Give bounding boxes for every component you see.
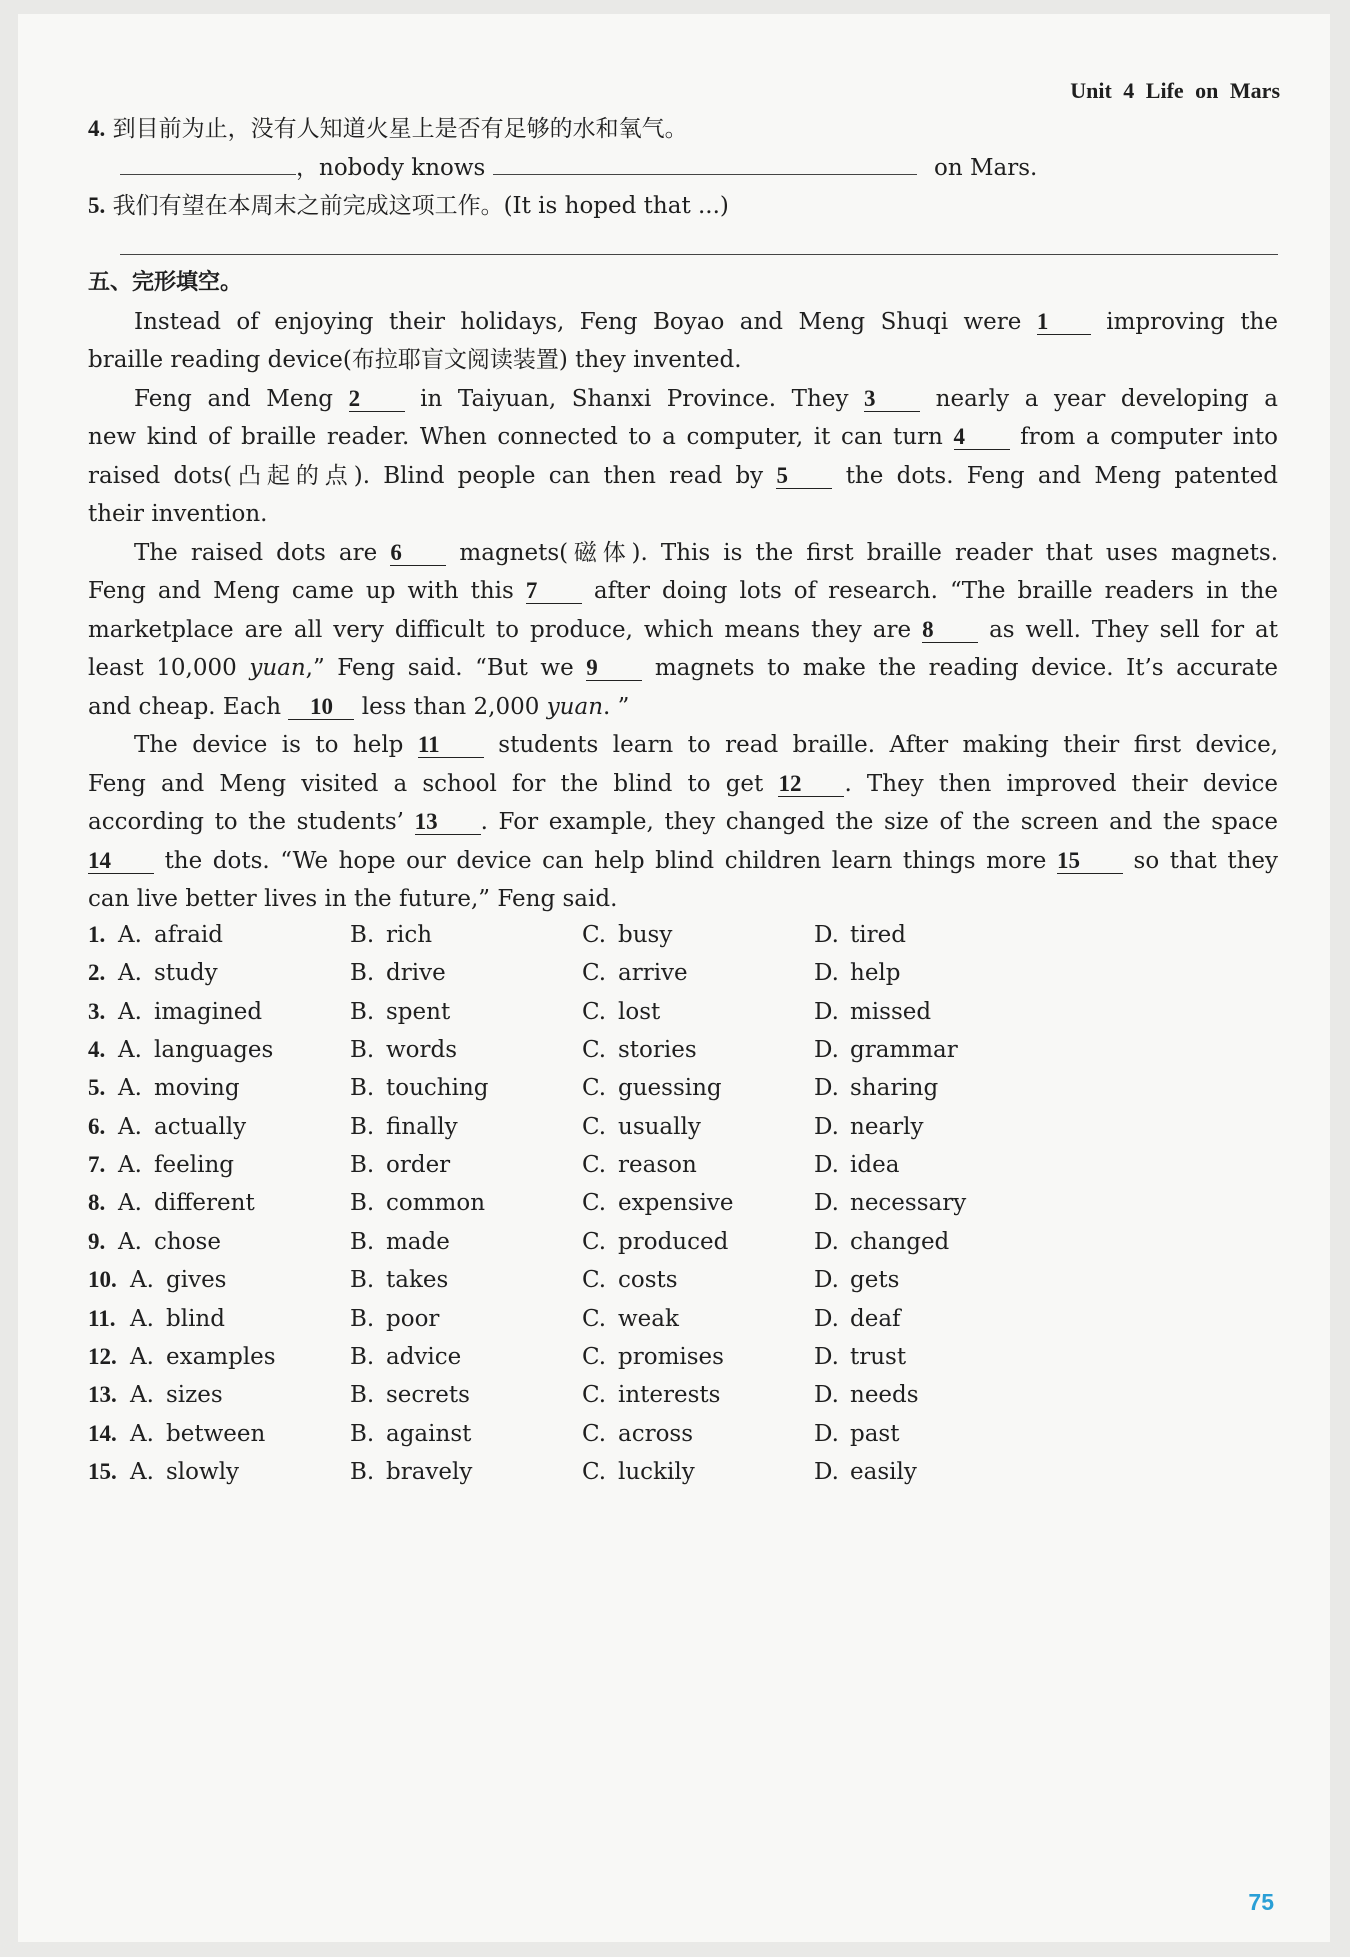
choice-text: feeling (154, 1152, 234, 1179)
choice-a[interactable] (130, 1344, 276, 1370)
choice-d[interactable] (814, 1152, 899, 1178)
choice-d[interactable] (814, 1114, 923, 1140)
choice-text: stories (618, 1037, 697, 1064)
choice-c[interactable] (582, 1267, 678, 1293)
question-number: 14. (88, 1420, 117, 1446)
choice-b[interactable] (350, 1190, 485, 1216)
choice-letter: C. (582, 1228, 607, 1255)
choice-a[interactable] (118, 1114, 246, 1140)
question-number: 7. (88, 1152, 106, 1178)
choice-text: different (154, 1190, 255, 1217)
choice-text: against (386, 1420, 472, 1447)
option-row (88, 1190, 1278, 1220)
choice-text: slowly (166, 1458, 240, 1485)
unit-title: Life on Mars (1145, 78, 1280, 103)
choice-c[interactable] (582, 1344, 724, 1370)
choice-letter: A. (118, 960, 142, 987)
choice-b[interactable] (350, 1075, 489, 1101)
choice-text: arrive (618, 960, 688, 987)
choice-letter: A. (118, 1152, 142, 1179)
choice-text: bravely (386, 1458, 473, 1485)
question-number: 2. (88, 960, 106, 986)
choice-a[interactable] (118, 1037, 273, 1063)
choice-letter: B. (350, 1382, 375, 1409)
choice-b[interactable] (350, 1037, 457, 1063)
choice-letter: C. (582, 1113, 607, 1140)
choice-text: made (386, 1228, 450, 1255)
translation-q4-prompt: 4. 到目前为止，没有人知道火星上是否有足够的水和氧气。 (88, 116, 688, 142)
choice-d[interactable] (814, 1075, 938, 1101)
choice-d[interactable] (814, 1459, 917, 1485)
choice-b[interactable] (350, 1382, 470, 1408)
choice-letter: C. (582, 1458, 607, 1485)
choice-a[interactable] (118, 1229, 221, 1255)
blank-11[interactable]: 11 (418, 733, 484, 758)
choice-text: spent (386, 998, 451, 1025)
choice-b[interactable] (350, 1114, 458, 1140)
choice-c[interactable] (582, 1459, 695, 1485)
blank-2[interactable]: 2 (349, 387, 405, 412)
passage-line: can live better lives in the future,” Feng said. (88, 886, 618, 912)
choice-text: produced (618, 1228, 729, 1255)
choice-d[interactable] (814, 1229, 949, 1255)
passage-line: raised dots(凸起的点). Blind people can then read by 5 the dots. Feng and Meng patented (88, 463, 1279, 489)
choice-c[interactable] (582, 922, 672, 948)
choice-letter: D. (814, 1420, 839, 1447)
choice-b[interactable] (350, 922, 432, 948)
choice-a[interactable] (118, 960, 218, 986)
choice-letter: A. (118, 1037, 142, 1064)
choice-b[interactable] (350, 1344, 461, 1370)
choice-letter: D. (814, 998, 839, 1025)
choice-text: touching (386, 1075, 489, 1102)
choice-letter: A. (130, 1343, 154, 1370)
choice-letter: D. (814, 1305, 839, 1332)
option-row (88, 960, 1278, 990)
choice-letter: B. (350, 1420, 375, 1447)
question-number: 11. (88, 1305, 116, 1331)
blank-12[interactable]: 12 (778, 772, 844, 797)
choice-letter: D. (814, 1382, 839, 1409)
option-row (88, 1459, 1278, 1489)
answer-line[interactable] (120, 254, 1278, 255)
option-row (88, 1114, 1278, 1144)
choice-text: lost (618, 998, 661, 1025)
choice-letter: C. (582, 1152, 607, 1179)
choice-d[interactable] (814, 1421, 899, 1447)
question-number: 8. (88, 1190, 106, 1216)
choice-letter: A. (118, 1190, 142, 1217)
question-number: 4. (88, 1037, 106, 1063)
blank-3[interactable]: 3 (864, 387, 920, 412)
choice-a[interactable] (130, 1267, 227, 1293)
choice-text: tired (850, 922, 906, 948)
choice-text: study (154, 960, 218, 987)
choice-text: idea (850, 1152, 900, 1179)
blank-5[interactable]: 5 (776, 464, 832, 489)
blank-4[interactable]: 4 (954, 425, 1010, 450)
choice-a[interactable] (130, 1382, 223, 1408)
choice-text: interests (618, 1382, 721, 1409)
choice-d[interactable] (814, 960, 901, 986)
choice-letter: C. (582, 922, 607, 948)
blank-6[interactable]: 6 (390, 541, 446, 566)
choice-text: gives (166, 1267, 227, 1294)
passage-line: and cheap. Each 10 less than 2,000 yuan. ” (88, 694, 630, 720)
choice-letter: C. (582, 1420, 607, 1447)
choice-text: across (618, 1420, 694, 1447)
option-row (88, 1267, 1278, 1297)
choice-text: common (386, 1190, 486, 1217)
choice-letter: A. (118, 1113, 142, 1140)
choice-text: rich (386, 922, 433, 948)
blank-13[interactable]: 13 (415, 810, 481, 835)
choice-a[interactable] (118, 999, 262, 1025)
choice-text: poor (386, 1305, 440, 1332)
choice-text: between (166, 1420, 266, 1447)
choice-letter: B. (350, 1228, 375, 1255)
choice-letter: B. (350, 1305, 375, 1332)
passage-line: their invention. (88, 501, 268, 527)
choice-letter: C. (582, 998, 607, 1025)
choice-letter: A. (130, 1458, 154, 1485)
option-row (88, 1152, 1278, 1182)
translation-q4-answer: ，nobody knows on Mars. (120, 152, 1278, 183)
choice-c[interactable] (582, 999, 660, 1025)
choice-text: past (850, 1420, 900, 1447)
choice-d[interactable] (814, 1382, 919, 1408)
option-row (88, 1075, 1278, 1105)
choice-letter: D. (814, 922, 839, 948)
choice-text: actually (154, 1113, 247, 1140)
choice-c[interactable] (582, 1229, 728, 1255)
choice-text: necessary (850, 1190, 967, 1217)
choice-text: takes (386, 1267, 449, 1294)
choice-letter: B. (350, 1152, 375, 1179)
choice-text: finally (386, 1113, 458, 1140)
blank-10[interactable]: 10 (288, 695, 354, 720)
question-number: 9. (88, 1228, 106, 1254)
choice-text: needs (850, 1382, 919, 1409)
choice-text: reason (618, 1152, 697, 1179)
choice-letter: B. (350, 1113, 375, 1140)
choice-c[interactable] (582, 1382, 720, 1408)
choice-letter: A. (130, 1420, 154, 1447)
choice-letter: C. (582, 1190, 607, 1217)
choice-letter: D. (814, 1458, 839, 1485)
choice-letter: C. (582, 1382, 607, 1409)
choice-text: drive (386, 960, 446, 987)
section-title: 五、完形填空。 (88, 270, 243, 295)
passage-line: The raised dots are 6 magnets(磁体). This is the first braille reader that uses magnets. (134, 540, 1279, 566)
choice-letter: D. (814, 1343, 839, 1370)
choice-c[interactable] (582, 1306, 679, 1332)
choice-letter: D. (814, 960, 839, 987)
choice-letter: A. (118, 1228, 142, 1255)
choice-text: words (386, 1037, 458, 1064)
choice-letter: A. (130, 1305, 154, 1332)
choice-c[interactable] (582, 960, 688, 986)
choice-c[interactable] (582, 1421, 693, 1447)
choice-text: expensive (618, 1190, 734, 1217)
choice-letter: A. (130, 1267, 154, 1294)
choice-text: sharing (850, 1075, 939, 1102)
choice-d[interactable] (814, 922, 906, 948)
choice-letter: D. (814, 1037, 839, 1064)
question-number: 10. (88, 1267, 117, 1293)
choice-d[interactable] (814, 999, 931, 1025)
choice-letter: D. (814, 1190, 839, 1217)
choice-c[interactable] (582, 1037, 697, 1063)
choice-text: missed (850, 998, 932, 1025)
choice-letter: A. (118, 1075, 142, 1102)
passage-line: least 10,000 yuan,” Feng said. “But we 9 magnets to make the reading device. It’s accurate (88, 655, 1279, 681)
choice-letter: B. (350, 1458, 375, 1485)
choice-text: easily (850, 1458, 917, 1485)
choice-letter: B. (350, 960, 375, 987)
question-number: 12. (88, 1343, 117, 1369)
choice-text: grammar (850, 1037, 958, 1064)
option-row (88, 1229, 1278, 1259)
choice-letter: D. (814, 1228, 839, 1255)
choice-letter: C. (582, 960, 607, 987)
choice-b[interactable] (350, 1459, 472, 1485)
choice-c[interactable] (582, 1075, 722, 1101)
choice-b[interactable] (350, 960, 446, 986)
choice-text: busy (618, 922, 673, 948)
choice-b[interactable] (350, 1267, 448, 1293)
choice-b[interactable] (350, 1421, 471, 1447)
choice-text: trust (850, 1343, 907, 1370)
choice-b[interactable] (350, 1152, 450, 1178)
choice-letter: B. (350, 1267, 375, 1294)
choice-c[interactable] (582, 1114, 701, 1140)
answer-blank[interactable] (493, 152, 917, 175)
choice-text: gets (850, 1267, 900, 1294)
choice-text: advice (386, 1343, 462, 1370)
choice-letter: B. (350, 1075, 375, 1102)
blank-7[interactable]: 7 (526, 579, 582, 604)
choice-letter: C. (582, 1267, 607, 1294)
blank-9[interactable]: 9 (586, 656, 642, 681)
question-number: 6. (88, 1113, 106, 1139)
choice-letter: D. (814, 1267, 839, 1294)
choice-b[interactable] (350, 1229, 450, 1255)
choice-letter: D. (814, 1152, 839, 1179)
choice-d[interactable] (814, 1190, 966, 1216)
choice-text: luckily (618, 1458, 695, 1485)
passage-line: Feng and Meng visited a school for the blind to get 12 . They then improved their device (88, 771, 1279, 797)
choice-text: languages (154, 1037, 274, 1064)
choice-c[interactable] (582, 1190, 734, 1216)
choice-text: secrets (386, 1382, 470, 1409)
choice-text: blind (166, 1305, 225, 1332)
choice-text: imagined (154, 998, 263, 1025)
choice-letter: A. (118, 922, 142, 948)
passage-line: 14 the dots. “We hope our device can help blind children learn things more 15 so that they (88, 848, 1278, 874)
unit-header (1070, 78, 1280, 104)
workbook-page (18, 14, 1330, 1942)
unit-label: Unit 4 (1070, 78, 1135, 103)
option-row (88, 1421, 1278, 1451)
question-number: 3. (88, 998, 106, 1024)
choice-letter: B. (350, 1190, 375, 1217)
choice-letter: C. (582, 1343, 607, 1370)
choice-text: afraid (154, 922, 224, 948)
blank-8[interactable]: 8 (922, 618, 978, 643)
passage-line: Feng and Meng came up with this 7 after doing lots of research. “The braille readers in the (88, 578, 1278, 604)
choice-d[interactable] (814, 1344, 906, 1370)
question-number: 5. (88, 1075, 106, 1101)
choice-letter: D. (814, 1113, 839, 1140)
choice-a[interactable] (118, 1190, 255, 1216)
option-row (88, 1037, 1278, 1067)
choice-text: examples (166, 1343, 276, 1370)
passage-line: Instead of enjoying their holidays, Feng Boyao and Meng Shuqi were 1 improving the (134, 309, 1278, 335)
choice-text: chose (154, 1228, 221, 1255)
choice-text: moving (154, 1075, 240, 1102)
question-number: 1. (88, 922, 106, 947)
choice-letter: C. (582, 1075, 607, 1102)
blank-1[interactable]: 1 (1037, 310, 1091, 335)
choice-text: order (386, 1152, 451, 1179)
choice-d[interactable] (814, 1306, 901, 1332)
passage-line: according to the students’ 13 . For example, they changed the size of the screen and the space (88, 809, 1278, 835)
choice-letter: B. (350, 1037, 375, 1064)
choice-text: promises (618, 1343, 724, 1370)
passage-line: The device is to help 11 students learn to read braille. After making their first device, (134, 732, 1279, 758)
choice-b[interactable] (350, 1306, 439, 1332)
option-row (88, 922, 1278, 952)
choice-letter: A. (130, 1382, 154, 1409)
choice-d[interactable] (814, 1267, 899, 1293)
choice-text: usually (618, 1113, 701, 1140)
passage-line: new kind of braille reader. When connected to a computer, it can turn 4 from a computer into (88, 424, 1279, 450)
question-number: 13. (88, 1382, 117, 1408)
choice-text: guessing (618, 1075, 722, 1102)
option-row (88, 1306, 1278, 1336)
choice-letter: C. (582, 1305, 607, 1332)
choice-letter: A. (118, 998, 142, 1025)
choice-text: sizes (166, 1382, 223, 1409)
choice-letter: C. (582, 1037, 607, 1064)
choice-text: weak (618, 1305, 679, 1332)
translation-q5-prompt: 5. 我们有望在本周末之前完成这项工作。(It is hoped that ...) (88, 193, 729, 219)
passage-line: marketplace are all very difficult to produce, which means they are 8 as well. They sell for at (88, 617, 1278, 643)
choice-a[interactable] (130, 1459, 239, 1485)
passage-line: Feng and Meng 2 in Taiyuan, Shanxi Province. They 3 nearly a year developing a (134, 386, 1278, 412)
option-row (88, 1344, 1278, 1374)
choice-text: costs (618, 1267, 678, 1294)
choice-letter: B. (350, 1343, 375, 1370)
choice-text: help (850, 960, 901, 987)
option-row (88, 1382, 1278, 1412)
choice-text: deaf (850, 1305, 901, 1332)
answer-blank[interactable] (120, 152, 296, 175)
blank-14[interactable]: 14 (88, 849, 154, 874)
page-number: 75 (1248, 1889, 1274, 1915)
passage-line: braille reading device(布拉耶盲文阅读装置) they invented. (88, 347, 742, 373)
question-number: 15. (88, 1458, 117, 1484)
option-row (88, 999, 1278, 1029)
choice-letter: B. (350, 922, 375, 948)
choice-a[interactable] (130, 1421, 265, 1447)
choice-d[interactable] (814, 1037, 958, 1063)
choice-letter: D. (814, 1075, 839, 1102)
choice-a[interactable] (118, 1075, 240, 1101)
choice-a[interactable] (118, 922, 223, 948)
blank-15[interactable]: 15 (1057, 849, 1123, 874)
choice-letter: B. (350, 998, 375, 1025)
choice-text: changed (850, 1228, 950, 1255)
choice-c[interactable] (582, 1152, 697, 1178)
choice-a[interactable] (118, 1152, 234, 1178)
choice-text: nearly (850, 1113, 924, 1140)
choice-b[interactable] (350, 999, 450, 1025)
choice-a[interactable] (130, 1306, 225, 1332)
